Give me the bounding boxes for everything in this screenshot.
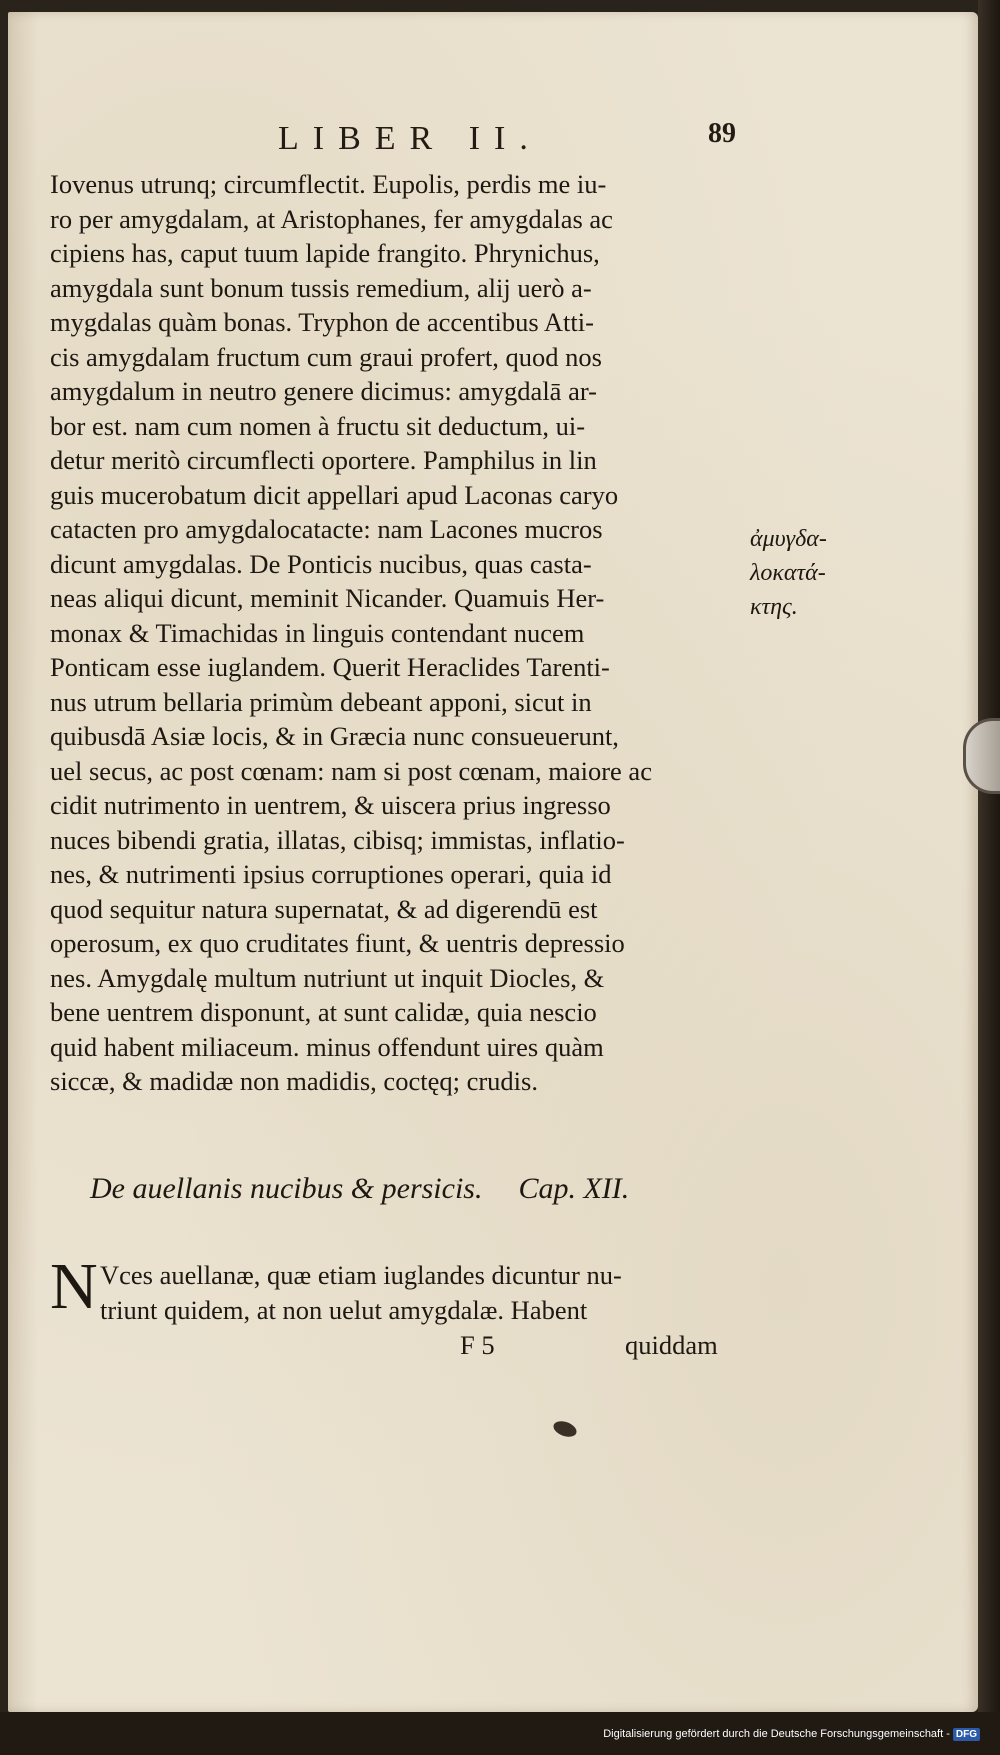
dfg-badge: DFG xyxy=(953,1728,980,1741)
ink-blot xyxy=(551,1418,578,1439)
text-line: neas aliqui dicunt, meminit Nicander. Quamuis Her- xyxy=(50,583,605,613)
margin-note xyxy=(750,522,840,624)
text-line: nes. Amygdalę multum nutriunt ut inquit Diocles, & xyxy=(50,962,605,993)
text-line: nuces bibendi gratia, illatas, cibisq; immistas, inflatio- xyxy=(50,824,625,855)
text-line: detur meritò circumflecti oportere. Pamphilus in lin xyxy=(50,445,597,475)
text-line: catacten pro amygdalocatacte: nam Lacones mucros xyxy=(50,514,603,544)
text-line: quod sequitur natura supernatat, & ad digerendū est xyxy=(50,893,598,924)
text-line: cipiens has, caput tuum lapide frangito. Phrynichus, xyxy=(50,238,600,268)
credit-text: Digitalisierung gefördert durch die Deutsche Forschungsgemeinschaft - xyxy=(603,1728,950,1740)
page-number: 89 xyxy=(708,118,736,149)
text-line: Vces auellanæ, quæ etiam iuglandes dicuntur nu- xyxy=(100,1260,622,1290)
text-line: cidit nutrimento in uentrem, & uiscera prius ingresso xyxy=(50,790,611,820)
text-line: dicunt amygdalas. De Ponticis nucibus, quas casta- xyxy=(50,548,592,579)
signature-row xyxy=(50,1327,750,1363)
text-line: nes, & nutrimenti ipsius corruptiones operari, quia id xyxy=(50,859,612,889)
text-line: guis mucerobatum dicit appellari apud Laconas caryo xyxy=(50,479,619,510)
running-head: LIBER II. xyxy=(278,120,542,157)
text-line: ἀμυγδα- xyxy=(750,526,827,552)
text-line: Iovenus utrunq; circumflectit. Eupolis, perdis me iu- xyxy=(50,169,607,199)
text-line: triunt quidem, at non uelut amygdalæ. Habent xyxy=(100,1294,588,1325)
drop-cap: N xyxy=(50,1250,98,1323)
text-line: λοκατά- xyxy=(750,560,826,586)
text-line: bene uentrem disponunt, at sunt calidæ, quia nescio xyxy=(50,997,597,1027)
text-line: quibusdā Asiæ locis, & in Græcia nunc consueuerunt, xyxy=(50,721,619,751)
chapter-heading xyxy=(90,1172,740,1206)
book-clamp xyxy=(963,718,1000,794)
signature-mark: F 5 xyxy=(460,1330,495,1360)
digitization-credit xyxy=(603,1728,980,1741)
book-page xyxy=(8,12,978,1712)
text-line: ro per amygdalam, at Aristophanes, fer amygdalas ac xyxy=(50,203,613,234)
text-line: uel secus, ac post cœnam: nam si post cœnam, maiore ac xyxy=(50,755,652,786)
text-line: nus utrum bellaria primùm debeant apponi, sicut in xyxy=(50,686,592,717)
text-line: bor est. nam cum nomen à fructu sit deductum, ui- xyxy=(50,410,586,441)
text-line: cis amygdalam fructum cum graui profert, quod nos xyxy=(50,341,602,372)
chapter-title: De auellanis nucibus & persicis. xyxy=(90,1172,483,1205)
main-text-block xyxy=(50,167,750,1099)
catchword: quiddam xyxy=(625,1330,718,1360)
chapter-number: Cap. XII. xyxy=(518,1172,630,1205)
chapter-paragraph xyxy=(50,1250,750,1363)
text-line: amygdala sunt bonum tussis remedium, alij uerò a- xyxy=(50,272,592,303)
text-line: quid habent miliaceum. minus offendunt uires quàm xyxy=(50,1031,604,1062)
text-line: amygdalum in neutro genere dicimus: amygdalā ar- xyxy=(50,376,597,406)
text-line: mygdalas quàm bonas. Tryphon de accentibus Atti- xyxy=(50,307,594,337)
text-line: κτης. xyxy=(750,594,798,620)
text-line: operosum, ex quo cruditates fiunt, & uentris depressio xyxy=(50,928,625,958)
text-line: siccæ, & madidæ non madidis, coctęq; crudis. xyxy=(50,1066,538,1096)
page-edge-shadow xyxy=(978,0,1000,1755)
text-line: Ponticam esse iuglandem. Querit Heraclides Tarenti- xyxy=(50,652,610,682)
text-line: monax & Timachidas in linguis contendant nucem xyxy=(50,617,585,648)
